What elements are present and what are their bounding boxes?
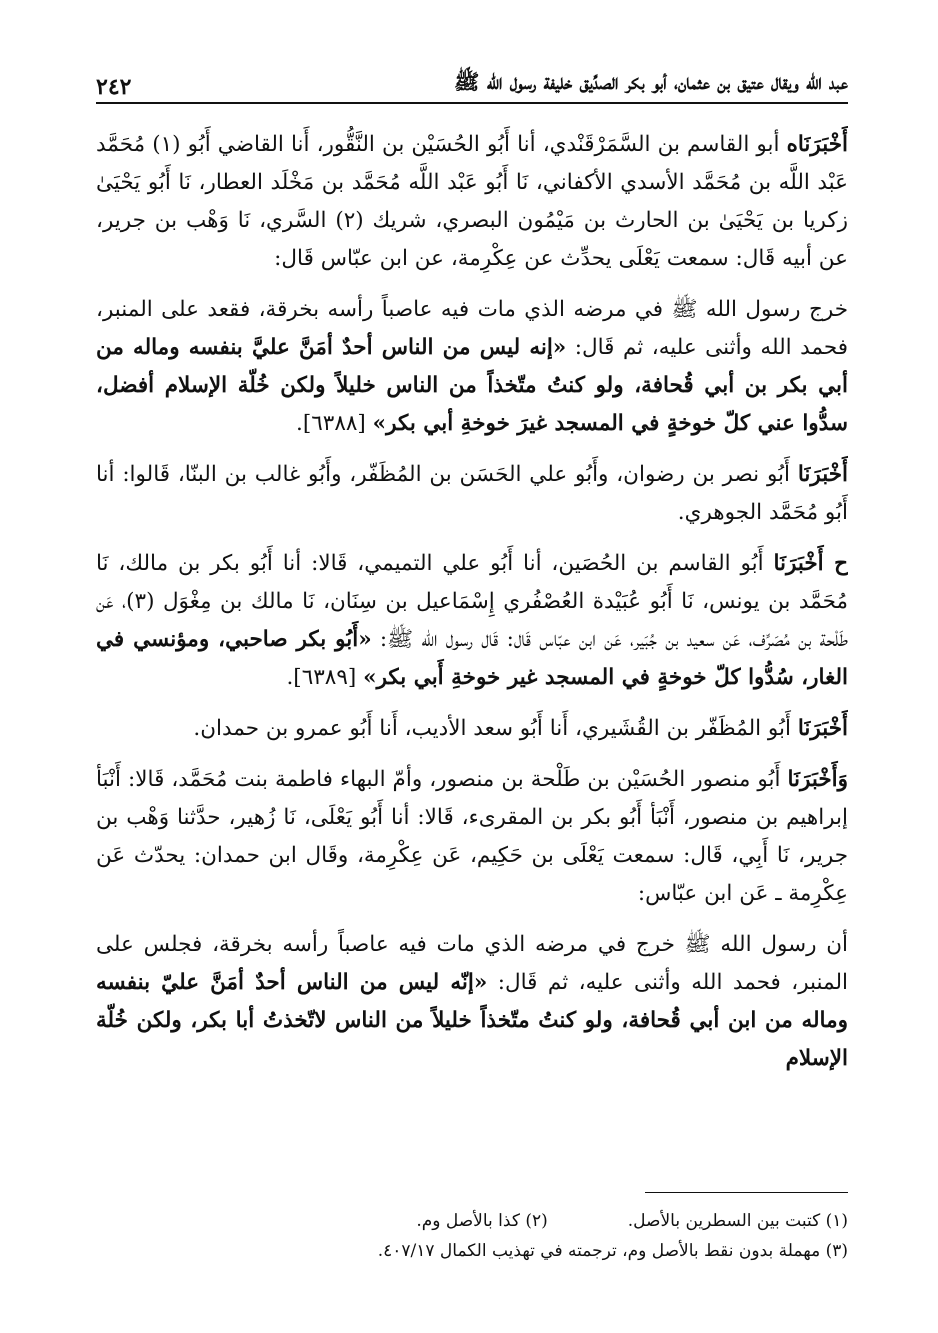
footnote-rule: [645, 1192, 848, 1193]
paragraph-7: [96, 926, 848, 1078]
footnote-row: [96, 1206, 848, 1236]
footnote-row: [96, 1236, 848, 1266]
isnad-lead: أَخْبَرَنَا: [797, 716, 848, 741]
isnad-text: أَبُو المُظَفّر بن القُشَيري، أَنا أَبُو سعد الأديب، أَنا أَبُو عمرو بن حمدان.: [193, 716, 791, 741]
isnad-text: أَبُو منصور الحُسَيْن بن طَلْحة بن منصور، وأمّ البهاء فاطمة بنت مُحَمَّد، قَالا: أَنْبَأ إبراهيم بن منصور، أَنْبَأ أَبُو بكر بن المقرىء، قَالا: أنا أَبُو يَعْلَى، نَا زُهير، حدَّثنا وَهْب بن جرير، نَا أَبِي، قَال: سمعت يَعْلَى بن حَكِيم، عَن عِكْرِمة، وقَال ابن حمدان: يحدّث عَن عِكْرِمة ـ عَن ابن عبّاس:: [96, 767, 848, 906]
isnad-lead: أَخْبَرَنَاه: [786, 132, 848, 157]
page-number: ٢٤٢: [96, 74, 132, 100]
hadith-quote: «إنه ليس من الناس أحدٌ أمَنَّ عليَّ بنفسه وماله من أبي بكر بن أبي قُحافة، ولو كنتُ متّخذاً من الناس خليلاً ولكن خُلّة الإسلام أفضل، سدُّوا عني كلّ خوخةٍ في المسجد غيرَ خوخةِ أبي بكر»: [96, 335, 848, 436]
paragraph-2: [96, 291, 848, 443]
isnad-text: أبو القاسم بن السَّمَرْقَنْدي، أنا أَبُو الحُسَيْن بن النَّقُّور، أَنا القاضي أَبُو (١) مُحَمَّد عَبْد اللَّه بن مُحَمَّد الأسدي الأكفاني، نَا أَبُو عَبْد اللَّه مُحَمَّد بن مَخْلَد العطار، نَا أَبُو يَحْيَىٰ زكريا بن يَحْيَىٰ بن الحارث بن مَيْمُون البصري، شريك (٢) السَّري، نَا وَهْب بن جرير، عن أبيه قَال: سمعت يَعْلَى يحدِّث عن عِكْرِمة، عن ابن عبّاس قَال:: [96, 132, 848, 271]
header-rule: [96, 102, 848, 104]
footnote-2: (٢) كذا بالأصل وم.: [416, 1211, 548, 1231]
isnad-lead: أَخْبَرَنَا: [797, 462, 848, 487]
hadith-quote: «أَبُو بكر صاحبي، ومؤنسي في الغار، سُدُّوا كلّ خوخةٍ في المسجد غير خوخةِ أَبي بكر»: [96, 627, 848, 690]
footnote-1: (١) كتبت بين السطرين بالأصل.: [627, 1211, 848, 1231]
footnote-3: (٣) مهملة بدون نقط بالأصل وم، ترجمته في تهذيب الكمال ٤٠٧/١٧.: [377, 1241, 848, 1261]
hadith-narration: أن رسول الله ﷺ خرج في مرضه الذي مات فيه عاصباً رأسه بخرقة، فجلس على المنبر، فحمد الله وأثنى عليه، ثم قَال:: [96, 932, 848, 995]
hadith-reference: [٦٣٨٨].: [295, 411, 366, 436]
hadith-reference: [٦٣٨٩].: [286, 665, 357, 690]
footnotes: [96, 1206, 848, 1266]
isnad-lead: ح أَخْبَرَنَا: [773, 551, 848, 576]
main-text: [96, 126, 848, 1176]
hadith-quote: «إنّه ليس من الناس أحدٌ أمَنَّ عليّ بنفسه وماله من ابن أبي قُحافة، ولو كنتُ متّخذاً خليلاً من الناس لاتّخذتُ أبا بكر، ولكن خُلّة الإسلام: [96, 970, 848, 1071]
paragraph-5: [96, 710, 848, 748]
isnad-text: أَبُو نصر بن رضوان، وأَبُو علي الحَسَن بن المُظَفّر، وأَبُو غالب بن البنّا، قَالوا: أنا أَبُو مُحَمَّد الجوهري.: [96, 462, 848, 525]
running-header: [96, 62, 848, 100]
paragraph-6: [96, 761, 848, 913]
hadith-narration: خرج رسول الله ﷺ في مرضه الذي مات فيه عاصباً رأسه بخرقة، فقعد على المنبر، فحمد الله وأثنى عليه، ثم قَال:: [96, 297, 848, 360]
paragraph-4: [96, 545, 848, 697]
isnad-lead: وَأَخْبَرَنَا: [787, 767, 848, 792]
header-title: عبد الله ويقال عتيق بن عثمان، أبو بكر الصدِّيق خليفة رسول الله ﷺ: [454, 69, 848, 94]
isnad-text: أَبُو القاسم بن الحُصَين، أنا أَبُو علي التميمي، قَالا: أنا أَبُو بكر بن مالك، نَا مُحَمَّد بن يونس، نَا أَبُو عُبَيْدة العُصْفُري إِسْمَاعيل بن سِنَان، نَا مالك بن مِغْوَل (٣)، عَن طَلْحة بن مُصَرِّف، عَن سعيد بن جُبَير، عَن ابن عبّاس قَال: قَال رسول الله ﷺ:: [96, 551, 848, 652]
paragraph-1: [96, 126, 848, 278]
paragraph-3: [96, 456, 848, 532]
